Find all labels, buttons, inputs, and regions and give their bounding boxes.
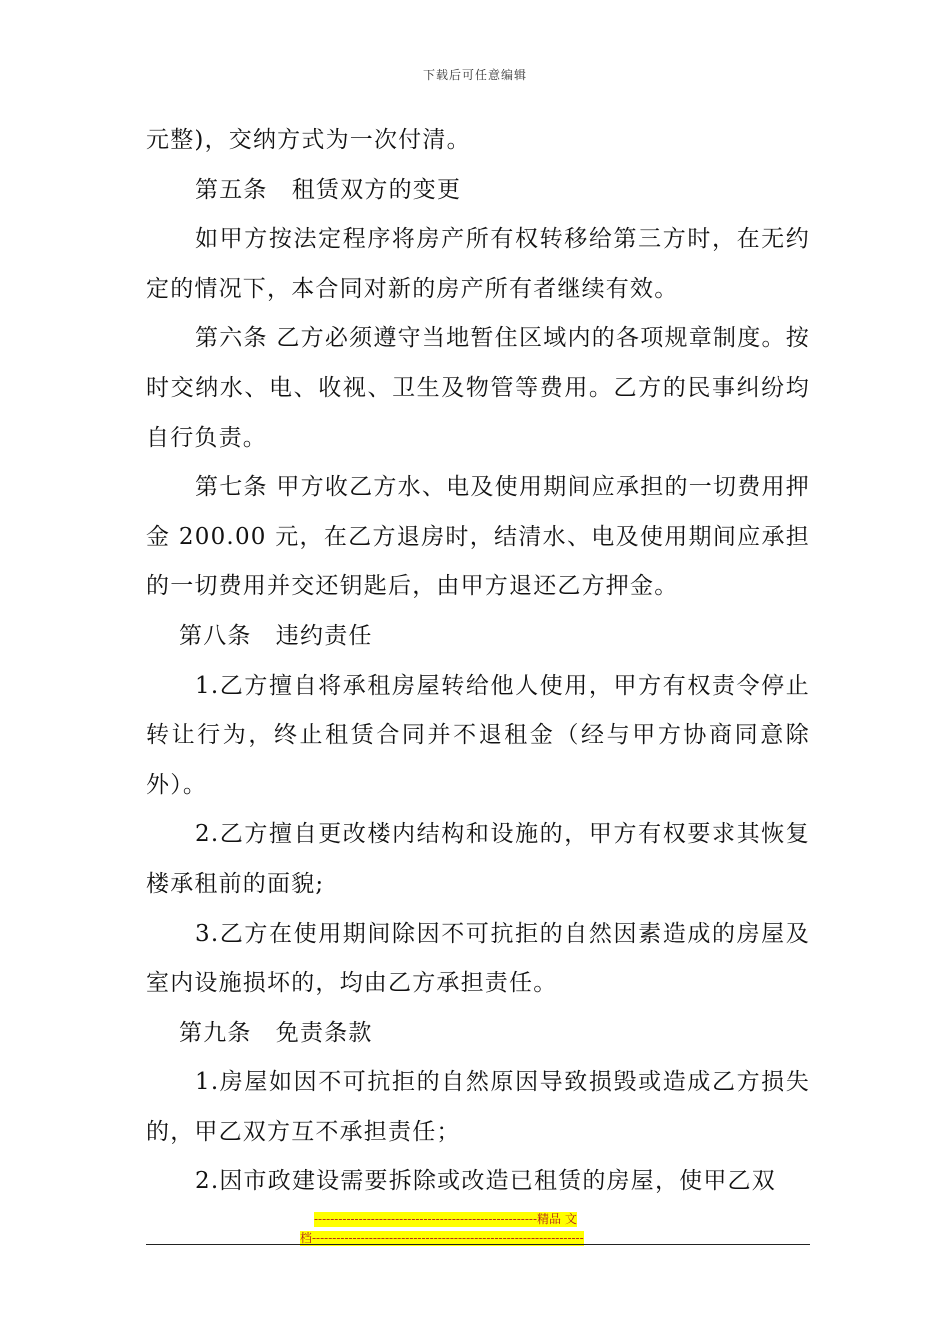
paragraph-article-8-item-3: 3.乙方在使用期间除因不可抗拒的自然因素造成的房屋及室内设施损坏的，均由乙方承担责任。 xyxy=(146,920,810,997)
paragraph-article-9-item-1: 1.房屋如因不可抗拒的自然原因导致损毁或造成乙方损失的，甲乙双方互不承担责任； xyxy=(146,1069,810,1145)
footer-divider xyxy=(146,1244,810,1245)
document-body xyxy=(146,116,810,1207)
paragraph-payment-terms: 元整)，交纳方式为一次付清。 xyxy=(146,127,471,153)
paragraph-article-9-item-2: 2.因市政建设需要拆除或改造已租赁的房屋，使甲乙双 xyxy=(195,1168,776,1195)
heading-article-8: 第八条 违约责任 xyxy=(179,622,373,649)
footer-watermark-line-2: 档------------------------------------------------------------------- xyxy=(300,1231,584,1245)
paragraph-article-5-body: 如甲方按法定程序将房产所有权转移给第三方时，在无约定的情况下，本合同对新的房产所有者继续有效。 xyxy=(146,226,810,302)
heading-article-5: 第五条 租赁双方的变更 xyxy=(195,176,462,203)
paragraph-article-8-item-1: 1.乙方擅自将承租房屋转给他人使用，甲方有权责令停止转让行为，终止租赁合同并不退租金（经与甲方协商同意除外）。 xyxy=(146,672,810,798)
paragraph-article-8-item-2: 2.乙方擅自更改楼内结构和设施的，甲方有权要求其恢复楼承租前的面貌; xyxy=(146,821,810,897)
heading-article-9: 第九条 免责条款 xyxy=(179,1019,373,1046)
page-header-note: 下载后可任意编辑 xyxy=(422,68,527,82)
footer-watermark-line-1: -------------------------------------------------------精品 文 xyxy=(314,1212,577,1226)
paragraph-article-7: 第七条 甲方收乙方水、电及使用期间应承担的一切费用押金 200.00 元，在乙方退房时，结清水、电及使用期间应承担的一切费用并交还钥匙后，由甲方退还乙方押金。 xyxy=(146,474,810,600)
paragraph-article-6: 第六条 乙方必须遵守当地暂住区域内的各项规章制度。按时交纳水、电、收视、卫生及物管等费用。乙方的民事纠纷均自行负责。 xyxy=(146,325,810,451)
